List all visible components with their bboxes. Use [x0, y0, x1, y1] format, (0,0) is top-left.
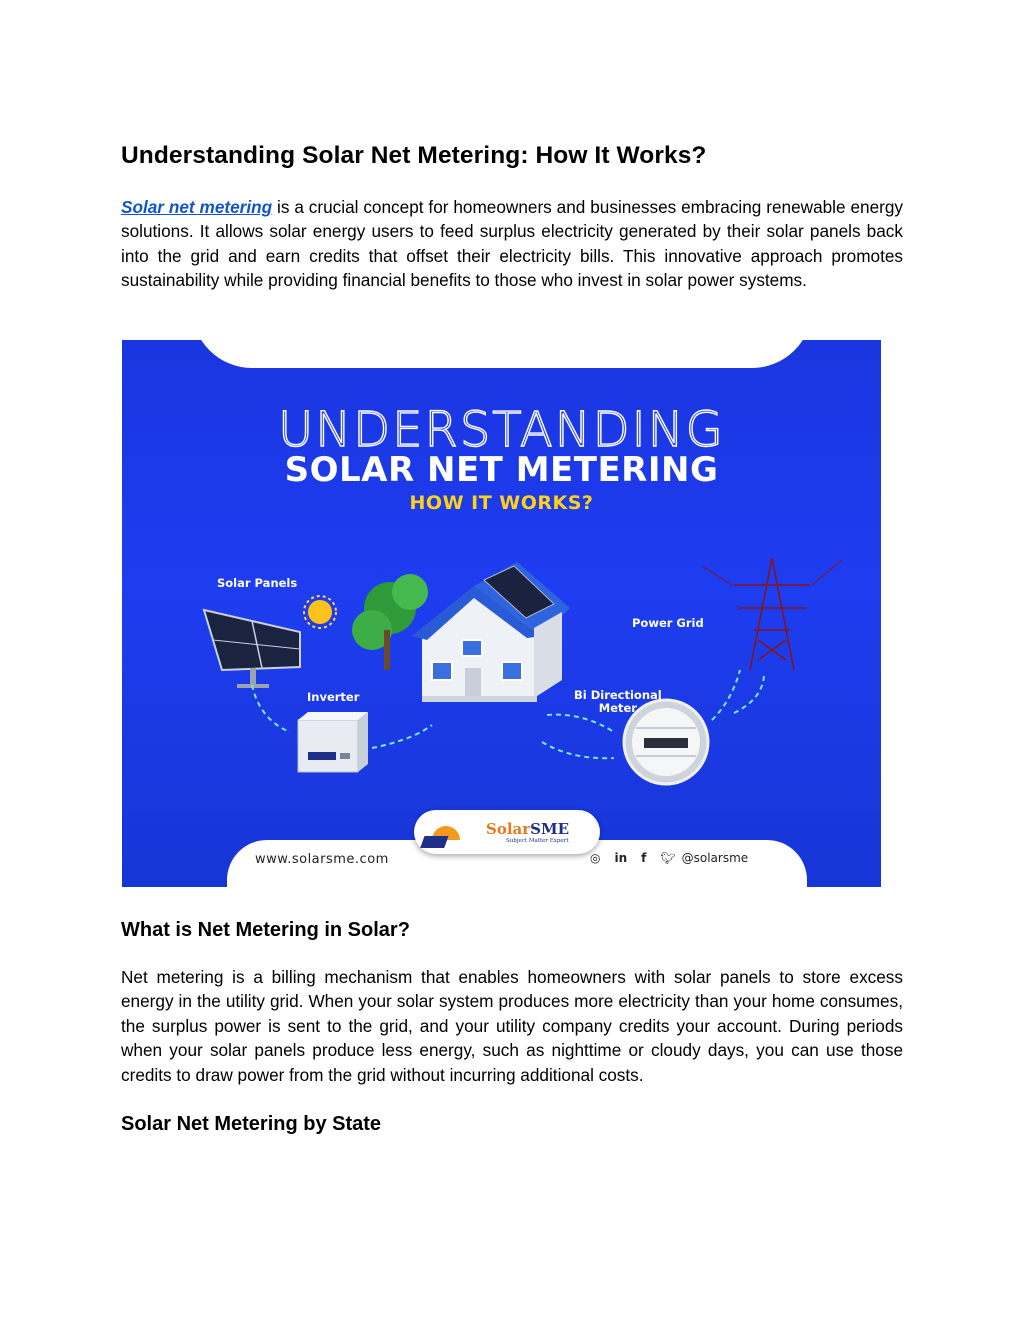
banner-title-line2: SOLAR NET METERING: [284, 450, 719, 490]
banner-image: [122, 340, 881, 887]
label-inverter: Inverter: [307, 690, 360, 704]
section-heading-by-state: Solar Net Metering by State: [121, 1113, 382, 1135]
banner-title-line1: UNDERSTANDING: [278, 402, 725, 458]
website-url: www.solarsme.com: [255, 852, 389, 867]
social-handle: @solarsme: [681, 851, 749, 865]
section-heading-what-is: What is Net Metering in Solar?: [121, 919, 410, 941]
logo-tagline: Subject Matter Expert: [506, 838, 569, 844]
instagram-icon: ◎: [590, 851, 601, 865]
power-grid-tower-icon: [702, 558, 842, 670]
logo-brand-a: Solar: [486, 820, 531, 838]
intro-text: is a crucial concept for homeowners and businesses embracing renewable energy solutions. It allows solar energy users to feed surplus electricity generated by their solar panels back into the grid and earn credits that offset their electricity bills. This innovative approach promotes sustainability while providing financial benefits to those who invest in solar power systems.: [121, 197, 904, 291]
arrow-house-to-meter-icon: [547, 715, 614, 732]
banner-title-line3: HOW IT WORKS?: [409, 492, 594, 514]
arrow-meter-to-house-icon: [542, 742, 614, 758]
section-paragraph-what-is: Net metering is a billing mechanism that enables homeowners with solar panels to store excess energy in the utility grid. When your solar system produces more electricity than your home consumes, the surplus power is sent to the grid, and your utility company credits your account. During periods when your solar panels produce less energy, such as nighttime or cloudy days, you can use those credits to draw power from the grid without incurring additional costs.: [121, 967, 903, 1085]
logo-brand: [486, 820, 569, 838]
solar-net-metering-link[interactable]: Solar net metering: [121, 197, 273, 217]
facebook-icon: f: [641, 851, 647, 865]
solarsme-logo-icon: [414, 810, 474, 854]
inverter-icon: [298, 712, 368, 772]
solar-panel-icon: [204, 610, 300, 688]
logo-brand-b: SME: [530, 820, 570, 838]
sun-icon: [304, 596, 336, 628]
twitter-icon: 🐦︎: [660, 851, 676, 865]
social-links: [590, 851, 748, 865]
arrow-inverter-to-house-icon: [372, 725, 432, 748]
page-title: Understanding Solar Net Metering: How It Works?: [121, 142, 707, 169]
label-power-grid: Power Grid: [632, 616, 704, 630]
label-meter: [574, 689, 662, 715]
solarsme-logo: [414, 810, 600, 854]
banner-illustration: [122, 340, 881, 887]
tree-icon: [352, 574, 428, 670]
label-meter-line1: Bi Directional: [574, 688, 662, 702]
linkedin-icon: in: [614, 851, 628, 865]
intro-paragraph: [121, 195, 903, 293]
arrow-panel-to-inverter-icon: [252, 685, 290, 732]
house-icon: [412, 562, 570, 702]
label-meter-line2: Meter: [598, 701, 637, 715]
label-solar-panels: Solar Panels: [217, 576, 298, 590]
